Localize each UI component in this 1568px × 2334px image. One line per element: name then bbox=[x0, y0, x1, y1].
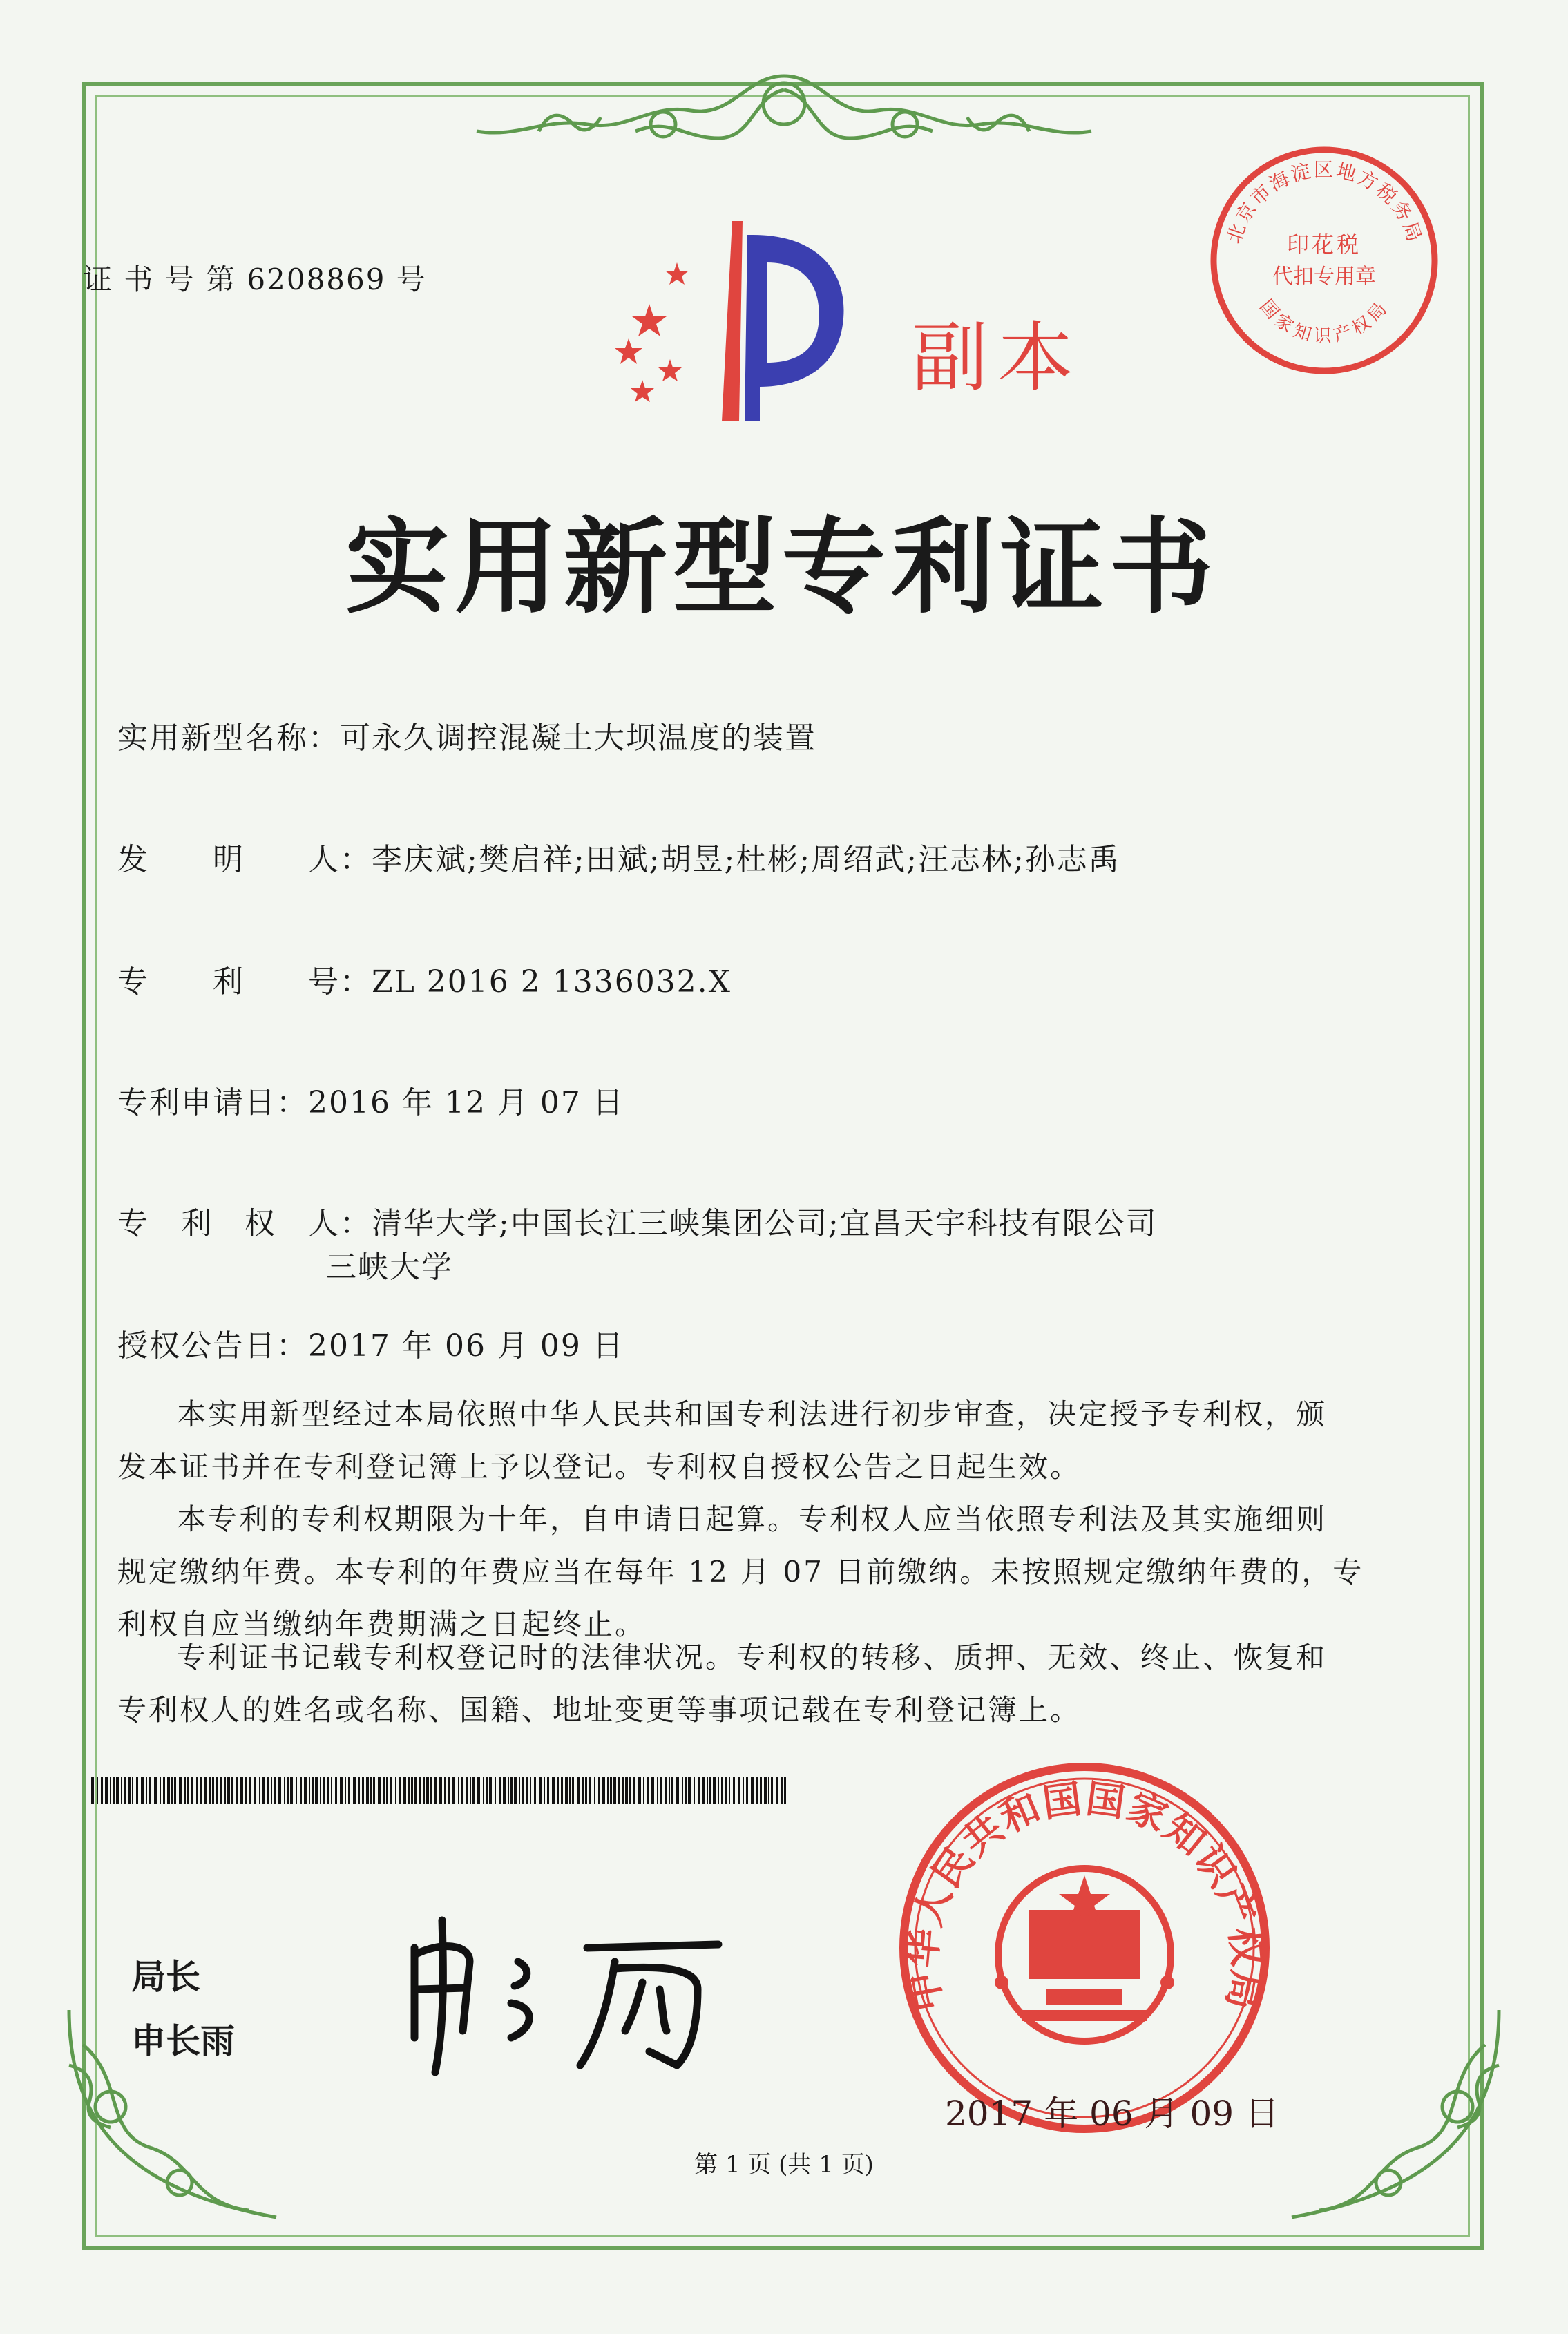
field-application-date-value: 2016 年 12 月 07 日 bbox=[308, 1085, 624, 1120]
field-patentee-line2: 三峡大学 bbox=[326, 1250, 453, 1285]
paragraph-3-line-1: 专利证书记载专利权登记时的法律状况。专利权的转移、质押、无效、终止、恢复和 bbox=[177, 1641, 1328, 1674]
top-ornament bbox=[456, 62, 1112, 159]
field-inventors-label: 发 明 人： bbox=[117, 842, 372, 877]
field-inventors bbox=[117, 834, 1120, 879]
officer-signature bbox=[387, 1906, 760, 2086]
patent-office-logo bbox=[601, 221, 863, 428]
paragraph-2 bbox=[117, 1493, 1364, 1651]
svg-text:国家知识产权局 bbox=[1255, 296, 1393, 347]
tax-seal-bottom-text: 国家知识产权局 bbox=[1255, 296, 1394, 347]
paragraph-1 bbox=[117, 1388, 1327, 1493]
paragraph-3-line-2: 专利权人的姓名或名称、国籍、地址变更等事项记载在专利登记簿上。 bbox=[117, 1693, 1082, 1727]
paragraph-2-line-1: 本专利的专利权期限为十年，自申请日起算。专利权人应当依照专利法及其实施细则 bbox=[177, 1502, 1328, 1536]
field-name bbox=[117, 713, 816, 757]
patent-office-seal bbox=[891, 1754, 1278, 2141]
field-patentee bbox=[117, 1198, 1158, 1243]
bottom-right-ornament bbox=[1264, 1982, 1527, 2245]
tax-seal-center-line1: 印花税 bbox=[1286, 231, 1362, 258]
field-grant-date bbox=[117, 1321, 624, 1365]
field-patent-number bbox=[117, 957, 732, 1001]
paragraph-2-line-2: 规定缴纳年费。本专利的年费应当在每年 12 月 07 日前缴纳。未按照规定缴纳年费的，专 bbox=[117, 1555, 1364, 1589]
page-footer: 第 1 页 (共 1 页) bbox=[694, 2151, 874, 2179]
field-grant-date-value: 2017 年 06 月 09 日 bbox=[308, 1328, 624, 1364]
field-application-date-label: 专利申请日： bbox=[117, 1085, 308, 1120]
field-name-value: 可永久调控混凝土大坝温度的装置 bbox=[340, 720, 816, 756]
certificate-number: 证 书 号 第 6208869 号 bbox=[83, 262, 427, 296]
office-seal-ring-text: 中华人民共和国国家知识产权局 bbox=[899, 1776, 1270, 2015]
field-patent-number-value: ZL 2016 2 1336032.X bbox=[372, 964, 732, 999]
paragraph-1-line-2: 发本证书并在专利登记簿上予以登记。专利权自授权公告之日起生效。 bbox=[117, 1450, 1082, 1484]
page-title: 实用新型专利证书 bbox=[345, 508, 1219, 628]
barcode bbox=[91, 1777, 789, 1804]
field-inventors-value: 李庆斌;樊启祥;田斌;胡昱;杜彬;周绍武;汪志林;孙志禹 bbox=[372, 842, 1120, 877]
national-emblem-icon bbox=[995, 1868, 1174, 2041]
field-application-date bbox=[117, 1078, 624, 1122]
paragraph-1-line-1: 本实用新型经过本局依照中华人民共和国专利法进行初步审查，决定授予专利权，颁 bbox=[177, 1397, 1328, 1431]
paragraph-3 bbox=[117, 1632, 1327, 1737]
seal-date: 2017 年 06 月 09 日 bbox=[945, 2094, 1279, 2134]
field-patent-number-label: 专 利 号： bbox=[117, 964, 372, 999]
paragraph-2-line-3: 利权自应当缴纳年费期满之日起终止。 bbox=[117, 1607, 647, 1641]
field-patentee-value-line1: 清华大学;中国长江三峡集团公司;宜昌天宇科技有限公司 bbox=[372, 1206, 1158, 1241]
tax-seal-center-line2: 代扣专用章 bbox=[1272, 265, 1376, 289]
tax-stamp-seal bbox=[1205, 142, 1444, 380]
copy-mark: 副本 bbox=[912, 314, 1083, 402]
officer-title: 局长 bbox=[131, 1957, 200, 1997]
field-patentee-label: 专 利 权 人： bbox=[117, 1206, 372, 1241]
field-grant-date-label: 授权公告日： bbox=[117, 1328, 308, 1364]
tax-seal-ring-text: 北京市海淀区地方税务局 bbox=[1222, 158, 1427, 247]
field-name-label: 实用新型名称： bbox=[117, 720, 340, 756]
officer-name: 申长雨 bbox=[131, 2021, 235, 2061]
